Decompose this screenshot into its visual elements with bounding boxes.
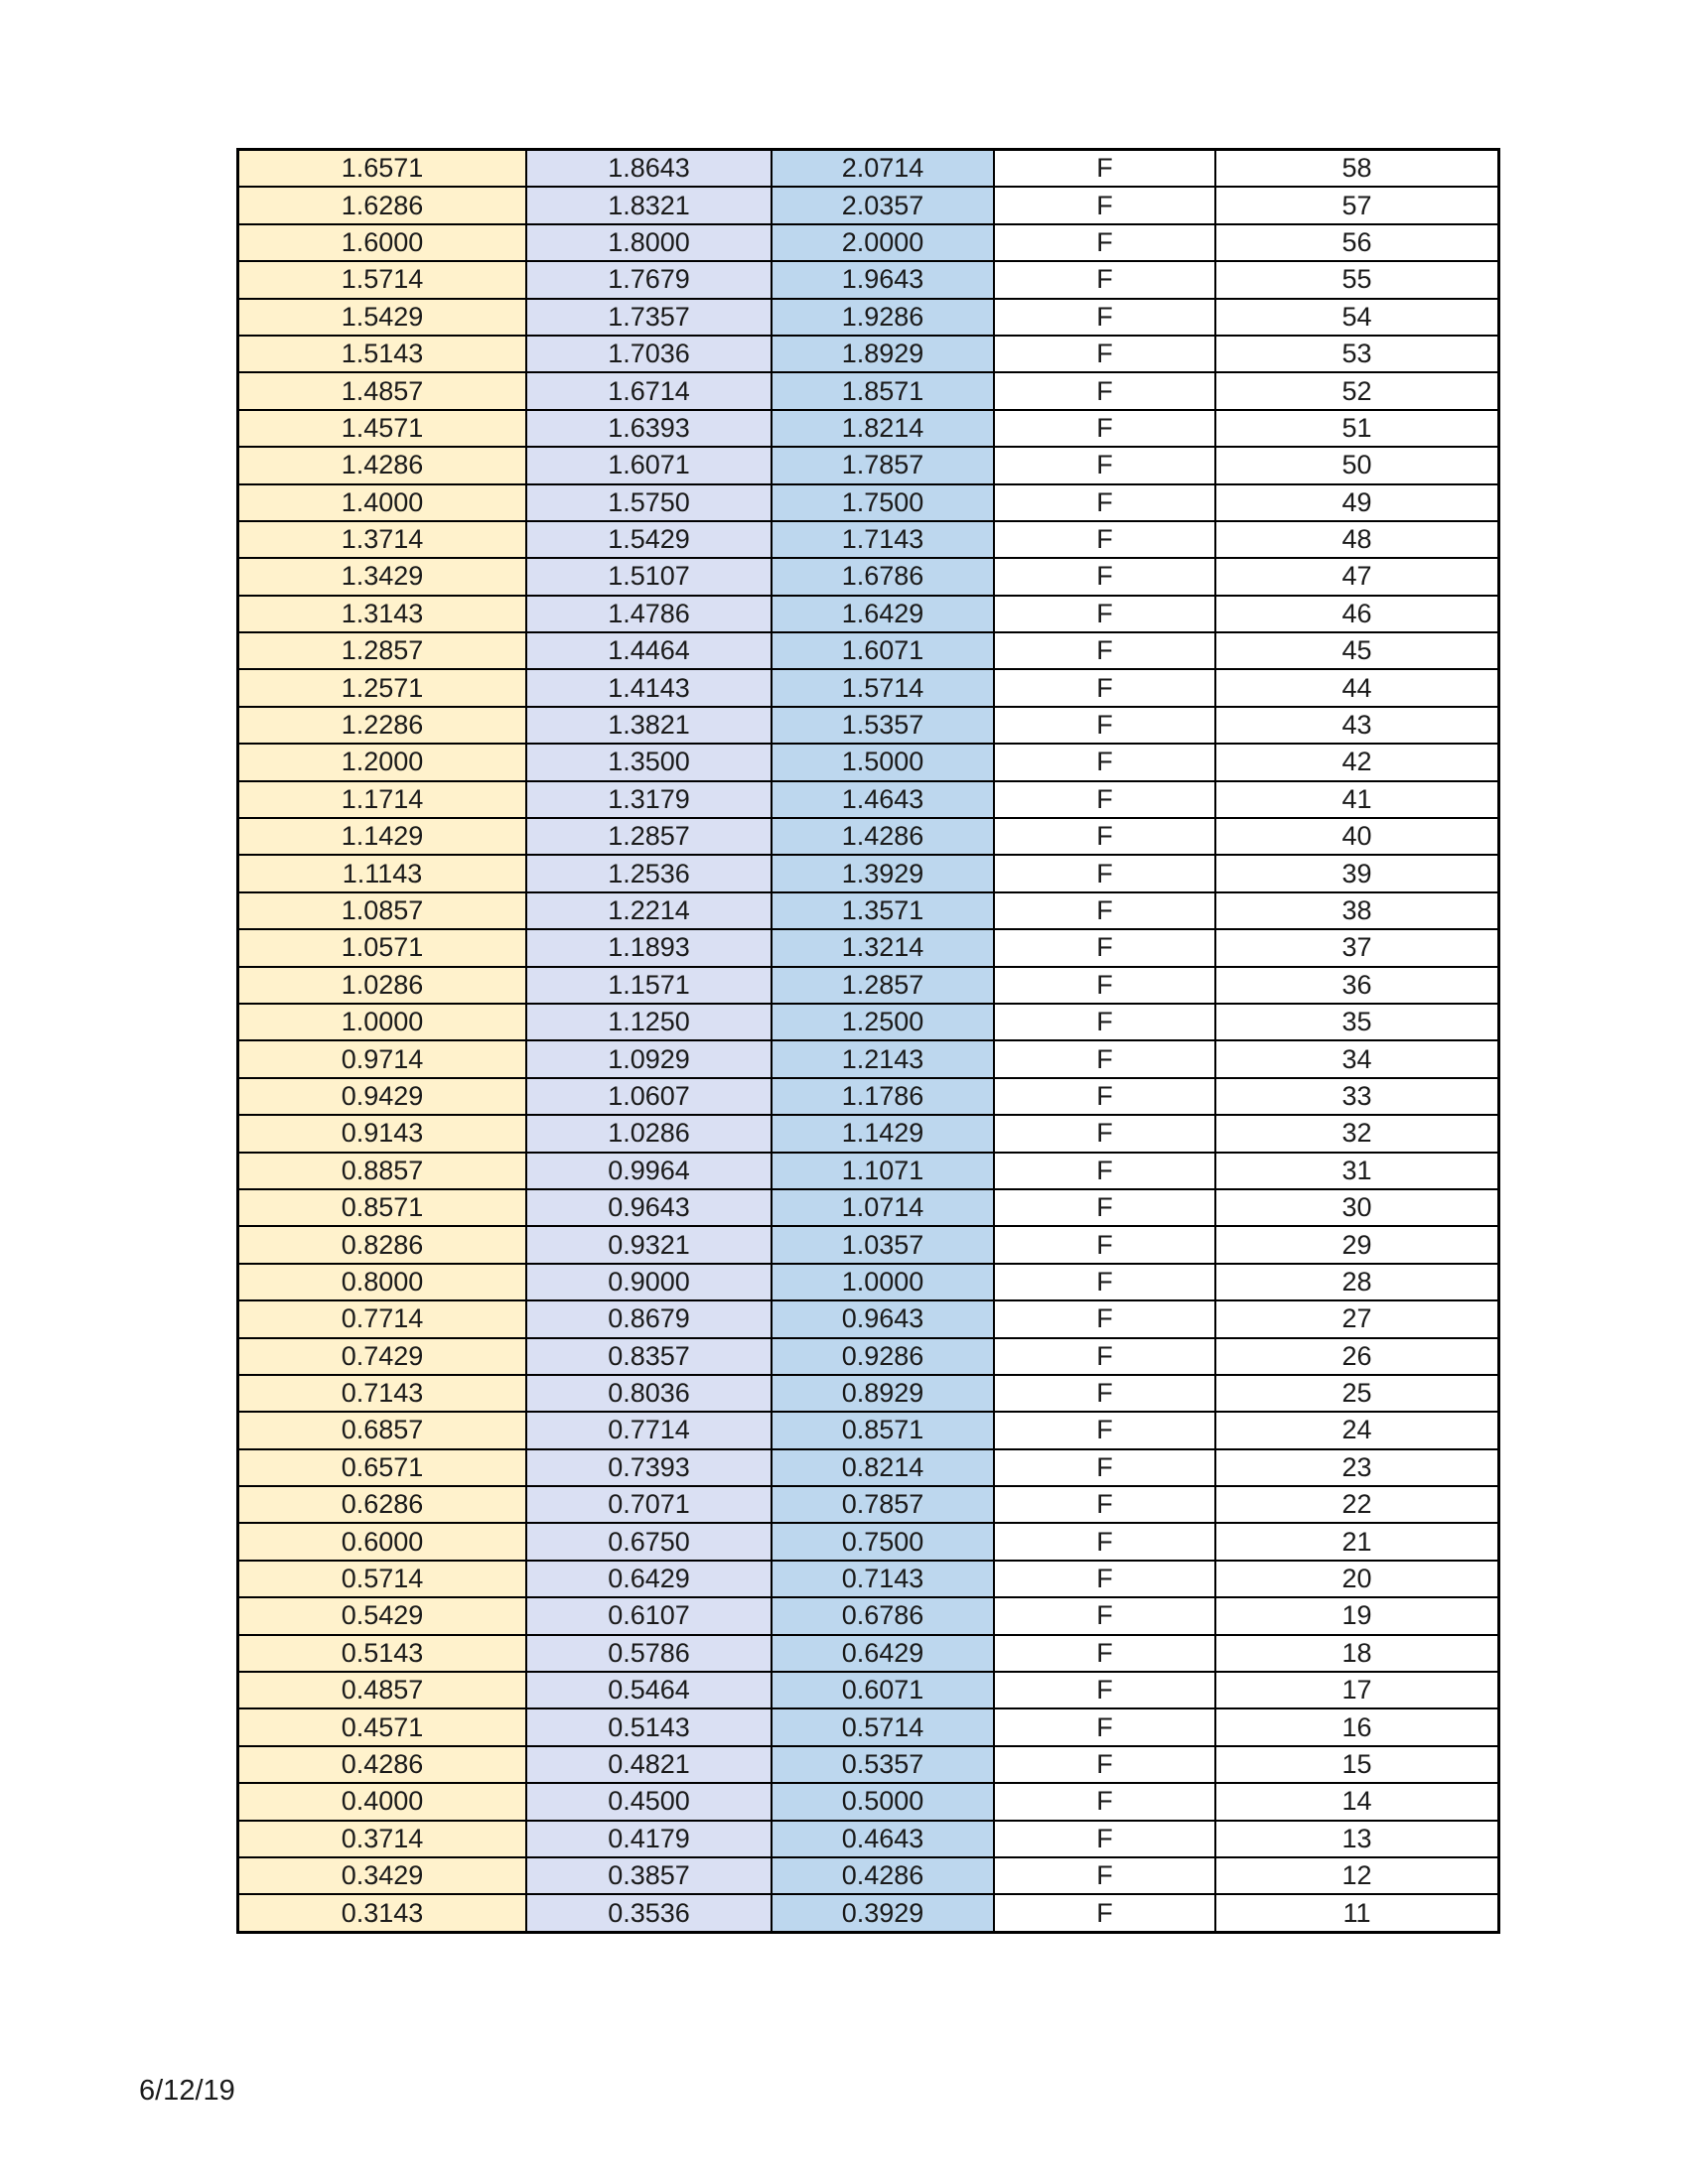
table-row [238, 892, 1499, 929]
grade-letter: F [994, 1672, 1215, 1708]
table-row [238, 1783, 1499, 1820]
table-row [238, 1078, 1499, 1115]
col-2-value: 0.7714 [526, 1412, 772, 1448]
col-1-value: 0.9143 [238, 1115, 527, 1152]
score-value: 11 [1215, 1894, 1499, 1932]
table-row [238, 781, 1499, 818]
col-3-value: 1.5000 [772, 744, 994, 780]
col-3-value: 0.6786 [772, 1597, 994, 1634]
col-1-value: 0.9714 [238, 1040, 527, 1077]
table-row [238, 372, 1499, 409]
score-value: 57 [1215, 187, 1499, 223]
score-value: 49 [1215, 484, 1499, 521]
col-2-value: 0.6750 [526, 1523, 772, 1560]
col-2-value: 1.2536 [526, 855, 772, 891]
table-body [238, 150, 1499, 1933]
col-3-value: 0.7500 [772, 1523, 994, 1560]
col-3-value: 1.8571 [772, 372, 994, 409]
grade-letter: F [994, 1004, 1215, 1040]
grade-letter: F [994, 596, 1215, 632]
col-1-value: 1.2286 [238, 707, 527, 744]
col-2-value: 1.4464 [526, 632, 772, 669]
grade-letter: F [994, 1597, 1215, 1634]
col-3-value: 0.6071 [772, 1672, 994, 1708]
grade-letter: F [994, 855, 1215, 891]
score-value: 37 [1215, 929, 1499, 966]
col-2-value: 0.8679 [526, 1300, 772, 1337]
col-3-value: 1.7857 [772, 447, 994, 483]
col-1-value: 0.8286 [238, 1226, 527, 1263]
grade-letter: F [994, 1486, 1215, 1523]
score-value: 41 [1215, 781, 1499, 818]
col-2-value: 0.3857 [526, 1857, 772, 1894]
col-1-value: 0.5143 [238, 1635, 527, 1672]
col-2-value: 1.5107 [526, 558, 772, 595]
col-3-value: 1.5357 [772, 707, 994, 744]
score-value: 53 [1215, 336, 1499, 372]
grade-letter: F [994, 484, 1215, 521]
grade-letter: F [994, 187, 1215, 223]
col-3-value: 1.4286 [772, 818, 994, 855]
score-value: 42 [1215, 744, 1499, 780]
grade-letter: F [994, 1153, 1215, 1189]
col-3-value: 1.5714 [772, 669, 994, 706]
score-value: 19 [1215, 1597, 1499, 1634]
col-1-value: 0.6286 [238, 1486, 527, 1523]
col-3-value: 1.7500 [772, 484, 994, 521]
col-1-value: 0.4000 [238, 1783, 527, 1820]
col-2-value: 1.2214 [526, 892, 772, 929]
grade-letter: F [994, 1040, 1215, 1077]
col-3-value: 1.6786 [772, 558, 994, 595]
grade-letter: F [994, 707, 1215, 744]
col-1-value: 1.6000 [238, 224, 527, 261]
col-1-value: 1.2857 [238, 632, 527, 669]
score-value: 24 [1215, 1412, 1499, 1448]
grade-letter: F [994, 1708, 1215, 1745]
col-2-value: 1.5750 [526, 484, 772, 521]
table-row [238, 1486, 1499, 1523]
score-value: 52 [1215, 372, 1499, 409]
score-value: 18 [1215, 1635, 1499, 1672]
score-value: 29 [1215, 1226, 1499, 1263]
score-value: 54 [1215, 299, 1499, 336]
table-row [238, 669, 1499, 706]
score-value: 46 [1215, 596, 1499, 632]
table-row [238, 929, 1499, 966]
col-3-value: 1.3214 [772, 929, 994, 966]
score-value: 26 [1215, 1338, 1499, 1375]
col-2-value: 0.6429 [526, 1561, 772, 1597]
col-1-value: 1.2000 [238, 744, 527, 780]
col-3-value: 0.9643 [772, 1300, 994, 1337]
col-1-value: 0.5714 [238, 1561, 527, 1597]
grade-letter: F [994, 1375, 1215, 1412]
col-3-value: 2.0357 [772, 187, 994, 223]
footer-date: 6/12/19 [139, 2075, 235, 2107]
score-value: 40 [1215, 818, 1499, 855]
table-row [238, 336, 1499, 372]
score-value: 38 [1215, 892, 1499, 929]
col-2-value: 1.3179 [526, 781, 772, 818]
table-row [238, 1597, 1499, 1634]
col-2-value: 1.7357 [526, 299, 772, 336]
col-2-value: 1.7679 [526, 261, 772, 298]
grade-letter: F [994, 781, 1215, 818]
col-2-value: 0.7393 [526, 1449, 772, 1486]
grade-letter: F [994, 892, 1215, 929]
grade-letter: F [994, 299, 1215, 336]
table-row [238, 855, 1499, 891]
table-row [238, 1004, 1499, 1040]
score-value: 45 [1215, 632, 1499, 669]
col-3-value: 1.9286 [772, 299, 994, 336]
col-3-value: 0.5357 [772, 1746, 994, 1783]
table-row [238, 1153, 1499, 1189]
col-1-value: 0.6857 [238, 1412, 527, 1448]
table-row [238, 1115, 1499, 1152]
score-value: 34 [1215, 1040, 1499, 1077]
col-2-value: 0.5786 [526, 1635, 772, 1672]
col-2-value: 1.8000 [526, 224, 772, 261]
grade-letter: F [994, 447, 1215, 483]
col-1-value: 1.0857 [238, 892, 527, 929]
col-2-value: 1.4786 [526, 596, 772, 632]
col-1-value: 1.6571 [238, 150, 527, 188]
grade-letter: F [994, 818, 1215, 855]
table-row [238, 1264, 1499, 1300]
grade-letter: F [994, 1189, 1215, 1226]
col-2-value: 1.0929 [526, 1040, 772, 1077]
grade-letter: F [994, 410, 1215, 447]
col-3-value: 1.7143 [772, 521, 994, 558]
table-row [238, 261, 1499, 298]
grade-letter: F [994, 261, 1215, 298]
score-value: 33 [1215, 1078, 1499, 1115]
score-value: 50 [1215, 447, 1499, 483]
grade-letter: F [994, 1561, 1215, 1597]
table-row [238, 484, 1499, 521]
col-1-value: 1.3143 [238, 596, 527, 632]
grade-letter: F [994, 521, 1215, 558]
col-1-value: 1.1714 [238, 781, 527, 818]
table-row [238, 1226, 1499, 1263]
table-row [238, 447, 1499, 483]
col-2-value: 1.2857 [526, 818, 772, 855]
grade-letter: F [994, 1338, 1215, 1375]
col-3-value: 1.9643 [772, 261, 994, 298]
col-2-value: 0.6107 [526, 1597, 772, 1634]
col-1-value: 0.7143 [238, 1375, 527, 1412]
col-1-value: 1.5143 [238, 336, 527, 372]
col-2-value: 1.1893 [526, 929, 772, 966]
col-3-value: 1.1071 [772, 1153, 994, 1189]
col-2-value: 1.5429 [526, 521, 772, 558]
score-value: 27 [1215, 1300, 1499, 1337]
col-1-value: 1.2571 [238, 669, 527, 706]
col-1-value: 1.0286 [238, 967, 527, 1004]
col-2-value: 1.0286 [526, 1115, 772, 1152]
table-row [238, 1708, 1499, 1745]
col-3-value: 0.6429 [772, 1635, 994, 1672]
col-2-value: 1.6714 [526, 372, 772, 409]
col-1-value: 0.4857 [238, 1672, 527, 1708]
score-value: 55 [1215, 261, 1499, 298]
score-value: 17 [1215, 1672, 1499, 1708]
grade-letter: F [994, 1264, 1215, 1300]
col-1-value: 0.3429 [238, 1857, 527, 1894]
col-2-value: 1.3500 [526, 744, 772, 780]
col-3-value: 1.0000 [772, 1264, 994, 1300]
score-value: 48 [1215, 521, 1499, 558]
table-row [238, 1523, 1499, 1560]
table-row [238, 818, 1499, 855]
table-row [238, 632, 1499, 669]
table-row [238, 967, 1499, 1004]
col-3-value: 1.2500 [772, 1004, 994, 1040]
table-row [238, 1635, 1499, 1672]
table-row [238, 187, 1499, 223]
table-row [238, 1746, 1499, 1783]
score-value: 39 [1215, 855, 1499, 891]
col-2-value: 1.7036 [526, 336, 772, 372]
col-1-value: 0.6571 [238, 1449, 527, 1486]
col-2-value: 1.8643 [526, 150, 772, 188]
col-1-value: 1.4571 [238, 410, 527, 447]
col-1-value: 0.9429 [238, 1078, 527, 1115]
grade-letter: F [994, 224, 1215, 261]
col-3-value: 1.8214 [772, 410, 994, 447]
score-value: 51 [1215, 410, 1499, 447]
grade-letter: F [994, 1078, 1215, 1115]
table-row [238, 1449, 1499, 1486]
col-1-value: 0.3143 [238, 1894, 527, 1932]
table-row [238, 224, 1499, 261]
score-value: 36 [1215, 967, 1499, 1004]
col-2-value: 1.1571 [526, 967, 772, 1004]
table-row [238, 707, 1499, 744]
table-row [238, 558, 1499, 595]
score-value: 58 [1215, 150, 1499, 188]
col-1-value: 0.3714 [238, 1821, 527, 1857]
grade-letter: F [994, 1746, 1215, 1783]
score-value: 22 [1215, 1486, 1499, 1523]
col-1-value: 1.5714 [238, 261, 527, 298]
col-2-value: 1.6071 [526, 447, 772, 483]
col-2-value: 0.9000 [526, 1264, 772, 1300]
col-3-value: 2.0714 [772, 150, 994, 188]
col-3-value: 1.1786 [772, 1078, 994, 1115]
col-2-value: 1.4143 [526, 669, 772, 706]
col-2-value: 1.1250 [526, 1004, 772, 1040]
col-2-value: 0.5143 [526, 1708, 772, 1745]
score-value: 32 [1215, 1115, 1499, 1152]
table-row [238, 1040, 1499, 1077]
col-2-value: 0.8036 [526, 1375, 772, 1412]
table-row [238, 521, 1499, 558]
col-1-value: 1.6286 [238, 187, 527, 223]
col-2-value: 0.3536 [526, 1894, 772, 1932]
col-3-value: 1.2857 [772, 967, 994, 1004]
col-1-value: 0.5429 [238, 1597, 527, 1634]
grade-letter: F [994, 1857, 1215, 1894]
col-1-value: 1.1429 [238, 818, 527, 855]
score-value: 56 [1215, 224, 1499, 261]
score-value: 14 [1215, 1783, 1499, 1820]
col-1-value: 1.4000 [238, 484, 527, 521]
col-3-value: 1.6429 [772, 596, 994, 632]
grade-letter: F [994, 929, 1215, 966]
col-3-value: 0.5000 [772, 1783, 994, 1820]
grade-letter: F [994, 1115, 1215, 1152]
col-2-value: 0.4500 [526, 1783, 772, 1820]
col-2-value: 0.7071 [526, 1486, 772, 1523]
col-1-value: 0.8571 [238, 1189, 527, 1226]
col-3-value: 0.3929 [772, 1894, 994, 1932]
score-value: 30 [1215, 1189, 1499, 1226]
table-row [238, 410, 1499, 447]
col-2-value: 1.0607 [526, 1078, 772, 1115]
grade-letter: F [994, 372, 1215, 409]
grade-letter: F [994, 1523, 1215, 1560]
col-1-value: 0.8000 [238, 1264, 527, 1300]
grade-letter: F [994, 1821, 1215, 1857]
table-row [238, 744, 1499, 780]
score-value: 13 [1215, 1821, 1499, 1857]
col-1-value: 0.4571 [238, 1708, 527, 1745]
grade-letter: F [994, 632, 1215, 669]
col-1-value: 0.7429 [238, 1338, 527, 1375]
col-1-value: 1.3429 [238, 558, 527, 595]
table-row [238, 1561, 1499, 1597]
score-value: 23 [1215, 1449, 1499, 1486]
grade-letter: F [994, 669, 1215, 706]
grade-letter: F [994, 150, 1215, 188]
table-row [238, 1672, 1499, 1708]
col-3-value: 1.4643 [772, 781, 994, 818]
col-3-value: 0.5714 [772, 1708, 994, 1745]
col-1-value: 1.4857 [238, 372, 527, 409]
grade-letter: F [994, 336, 1215, 372]
col-1-value: 1.4286 [238, 447, 527, 483]
col-3-value: 1.3571 [772, 892, 994, 929]
col-1-value: 1.1143 [238, 855, 527, 891]
col-2-value: 0.9643 [526, 1189, 772, 1226]
score-value: 21 [1215, 1523, 1499, 1560]
score-value: 15 [1215, 1746, 1499, 1783]
grade-letter: F [994, 1226, 1215, 1263]
table-row [238, 596, 1499, 632]
col-3-value: 0.8571 [772, 1412, 994, 1448]
table-row [238, 1857, 1499, 1894]
col-3-value: 0.8929 [772, 1375, 994, 1412]
col-2-value: 1.6393 [526, 410, 772, 447]
table-row [238, 1412, 1499, 1448]
col-3-value: 2.0000 [772, 224, 994, 261]
table-row [238, 1375, 1499, 1412]
grade-letter: F [994, 744, 1215, 780]
col-1-value: 1.0571 [238, 929, 527, 966]
grade-letter: F [994, 1894, 1215, 1932]
col-3-value: 0.4286 [772, 1857, 994, 1894]
score-value: 43 [1215, 707, 1499, 744]
grade-letter: F [994, 1635, 1215, 1672]
grade-letter: F [994, 1783, 1215, 1820]
table-row [238, 299, 1499, 336]
col-3-value: 1.0714 [772, 1189, 994, 1226]
col-1-value: 0.7714 [238, 1300, 527, 1337]
col-3-value: 0.7857 [772, 1486, 994, 1523]
col-3-value: 0.8214 [772, 1449, 994, 1486]
grade-table [236, 148, 1500, 1934]
grade-letter: F [994, 967, 1215, 1004]
col-2-value: 0.8357 [526, 1338, 772, 1375]
col-3-value: 0.7143 [772, 1561, 994, 1597]
col-1-value: 0.4286 [238, 1746, 527, 1783]
score-value: 44 [1215, 669, 1499, 706]
grade-letter: F [994, 1449, 1215, 1486]
col-1-value: 0.6000 [238, 1523, 527, 1560]
col-3-value: 0.9286 [772, 1338, 994, 1375]
score-value: 35 [1215, 1004, 1499, 1040]
col-1-value: 1.3714 [238, 521, 527, 558]
col-2-value: 0.9321 [526, 1226, 772, 1263]
col-3-value: 1.0357 [772, 1226, 994, 1263]
grade-letter: F [994, 1412, 1215, 1448]
table-row [238, 1821, 1499, 1857]
col-2-value: 0.4179 [526, 1821, 772, 1857]
col-2-value: 0.9964 [526, 1153, 772, 1189]
grade-letter: F [994, 1300, 1215, 1337]
score-value: 20 [1215, 1561, 1499, 1597]
table-row [238, 150, 1499, 188]
score-value: 31 [1215, 1153, 1499, 1189]
table-row [238, 1189, 1499, 1226]
col-2-value: 1.3821 [526, 707, 772, 744]
table-row [238, 1300, 1499, 1337]
table-row [238, 1894, 1499, 1932]
col-3-value: 1.3929 [772, 855, 994, 891]
col-1-value: 0.8857 [238, 1153, 527, 1189]
col-2-value: 1.8321 [526, 187, 772, 223]
score-value: 47 [1215, 558, 1499, 595]
score-value: 12 [1215, 1857, 1499, 1894]
grade-letter: F [994, 558, 1215, 595]
score-value: 28 [1215, 1264, 1499, 1300]
col-2-value: 0.5464 [526, 1672, 772, 1708]
col-3-value: 1.2143 [772, 1040, 994, 1077]
score-value: 16 [1215, 1708, 1499, 1745]
col-2-value: 0.4821 [526, 1746, 772, 1783]
col-3-value: 0.4643 [772, 1821, 994, 1857]
table-row [238, 1338, 1499, 1375]
col-3-value: 1.6071 [772, 632, 994, 669]
col-1-value: 1.5429 [238, 299, 527, 336]
col-3-value: 1.1429 [772, 1115, 994, 1152]
score-value: 25 [1215, 1375, 1499, 1412]
col-3-value: 1.8929 [772, 336, 994, 372]
col-1-value: 1.0000 [238, 1004, 527, 1040]
